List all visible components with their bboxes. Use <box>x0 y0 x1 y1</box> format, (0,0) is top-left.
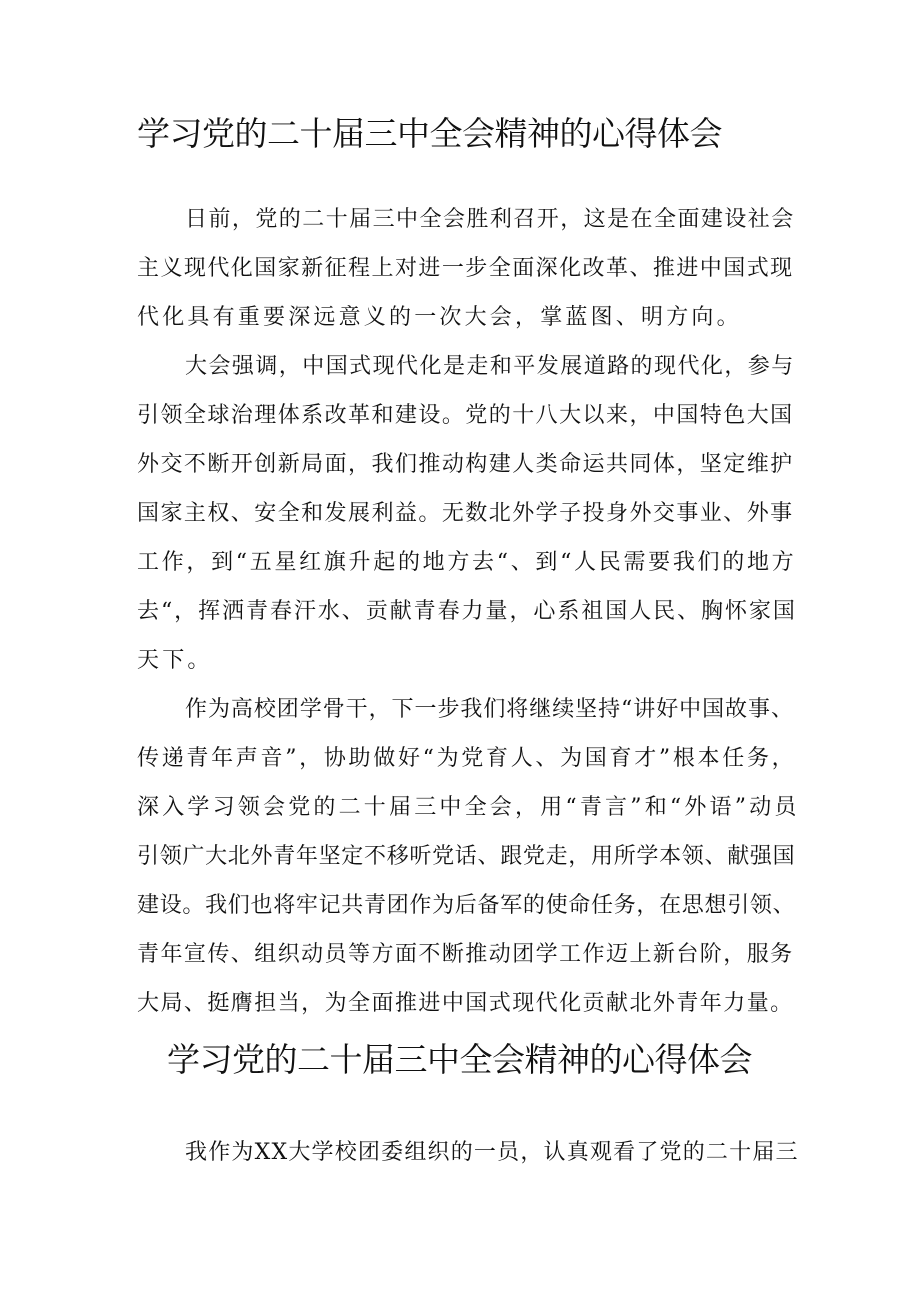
article-1-line: 去“，挥洒青春汗水、贡献青春力量，心系祖国人民、胸怀家国 <box>137 599 797 624</box>
article-1-line: 外交不断开创新局面，我们推动构建人类命运共同体，坚定维护 <box>137 452 794 477</box>
article-1-line: 国家主权、安全和发展利益。无数北外学子投身外交事业、外事 <box>137 501 794 526</box>
article-1-line: 传递青年声音”，协助做好“为党育人、为国育才”根本任务， <box>137 746 797 771</box>
article-1-line: 天下。 <box>137 648 213 673</box>
article-1-line: 主义现代化国家新征程上对进一步全面深化改革、推进中国式现 <box>137 256 794 281</box>
article-1-line: 代化具有重要深远意义的一次大会，掌蓝图、明方向。 <box>137 305 742 330</box>
article-1-line: 日前，党的二十届三中全会胜利召开，这是在全面建设社会 <box>185 207 795 232</box>
article-2-line: 我作为XX大学校团委组织的一员，认真观看了党的二十届三 <box>185 1140 799 1165</box>
article-1-line: 引领广大北外青年坚定不移听党话、跟党走，用所学本领、献强国 <box>137 844 796 869</box>
article-1-title: 学习党的二十届三中全会精神的心得体会 <box>137 114 722 153</box>
article-1-line: 作为高校团学骨干，下一步我们将继续坚持“讲好中国故事、 <box>185 697 794 722</box>
article-1-line: 大会强调，中国式现代化是走和平发展道路的现代化，参与 <box>185 354 795 379</box>
article-1-line: 工作，到“五星红旗升起的地方去“、到“人民需要我们的地方 <box>137 550 797 575</box>
article-1-line: 深入学习领会党的二十届三中全会，用“青言”和“外语”动员 <box>137 795 800 820</box>
article-1-line: 建设。我们也将牢记共青团作为后备军的使命任务，在思想引领、 <box>137 893 796 918</box>
article-1-line: 青年宣传、组织动员等方面不断推动团学工作迈上新台阶，服务 <box>137 942 794 967</box>
article-2-title: 学习党的二十届三中全会精神的心得体会 <box>167 1040 752 1079</box>
article-1-line: 引领全球治理体系改革和建设。党的十八大以来，中国特色大国 <box>137 403 794 428</box>
article-1-line: 大局、挺膺担当，为全面推进中国式现代化贡献北外青年力量。 <box>137 991 794 1016</box>
